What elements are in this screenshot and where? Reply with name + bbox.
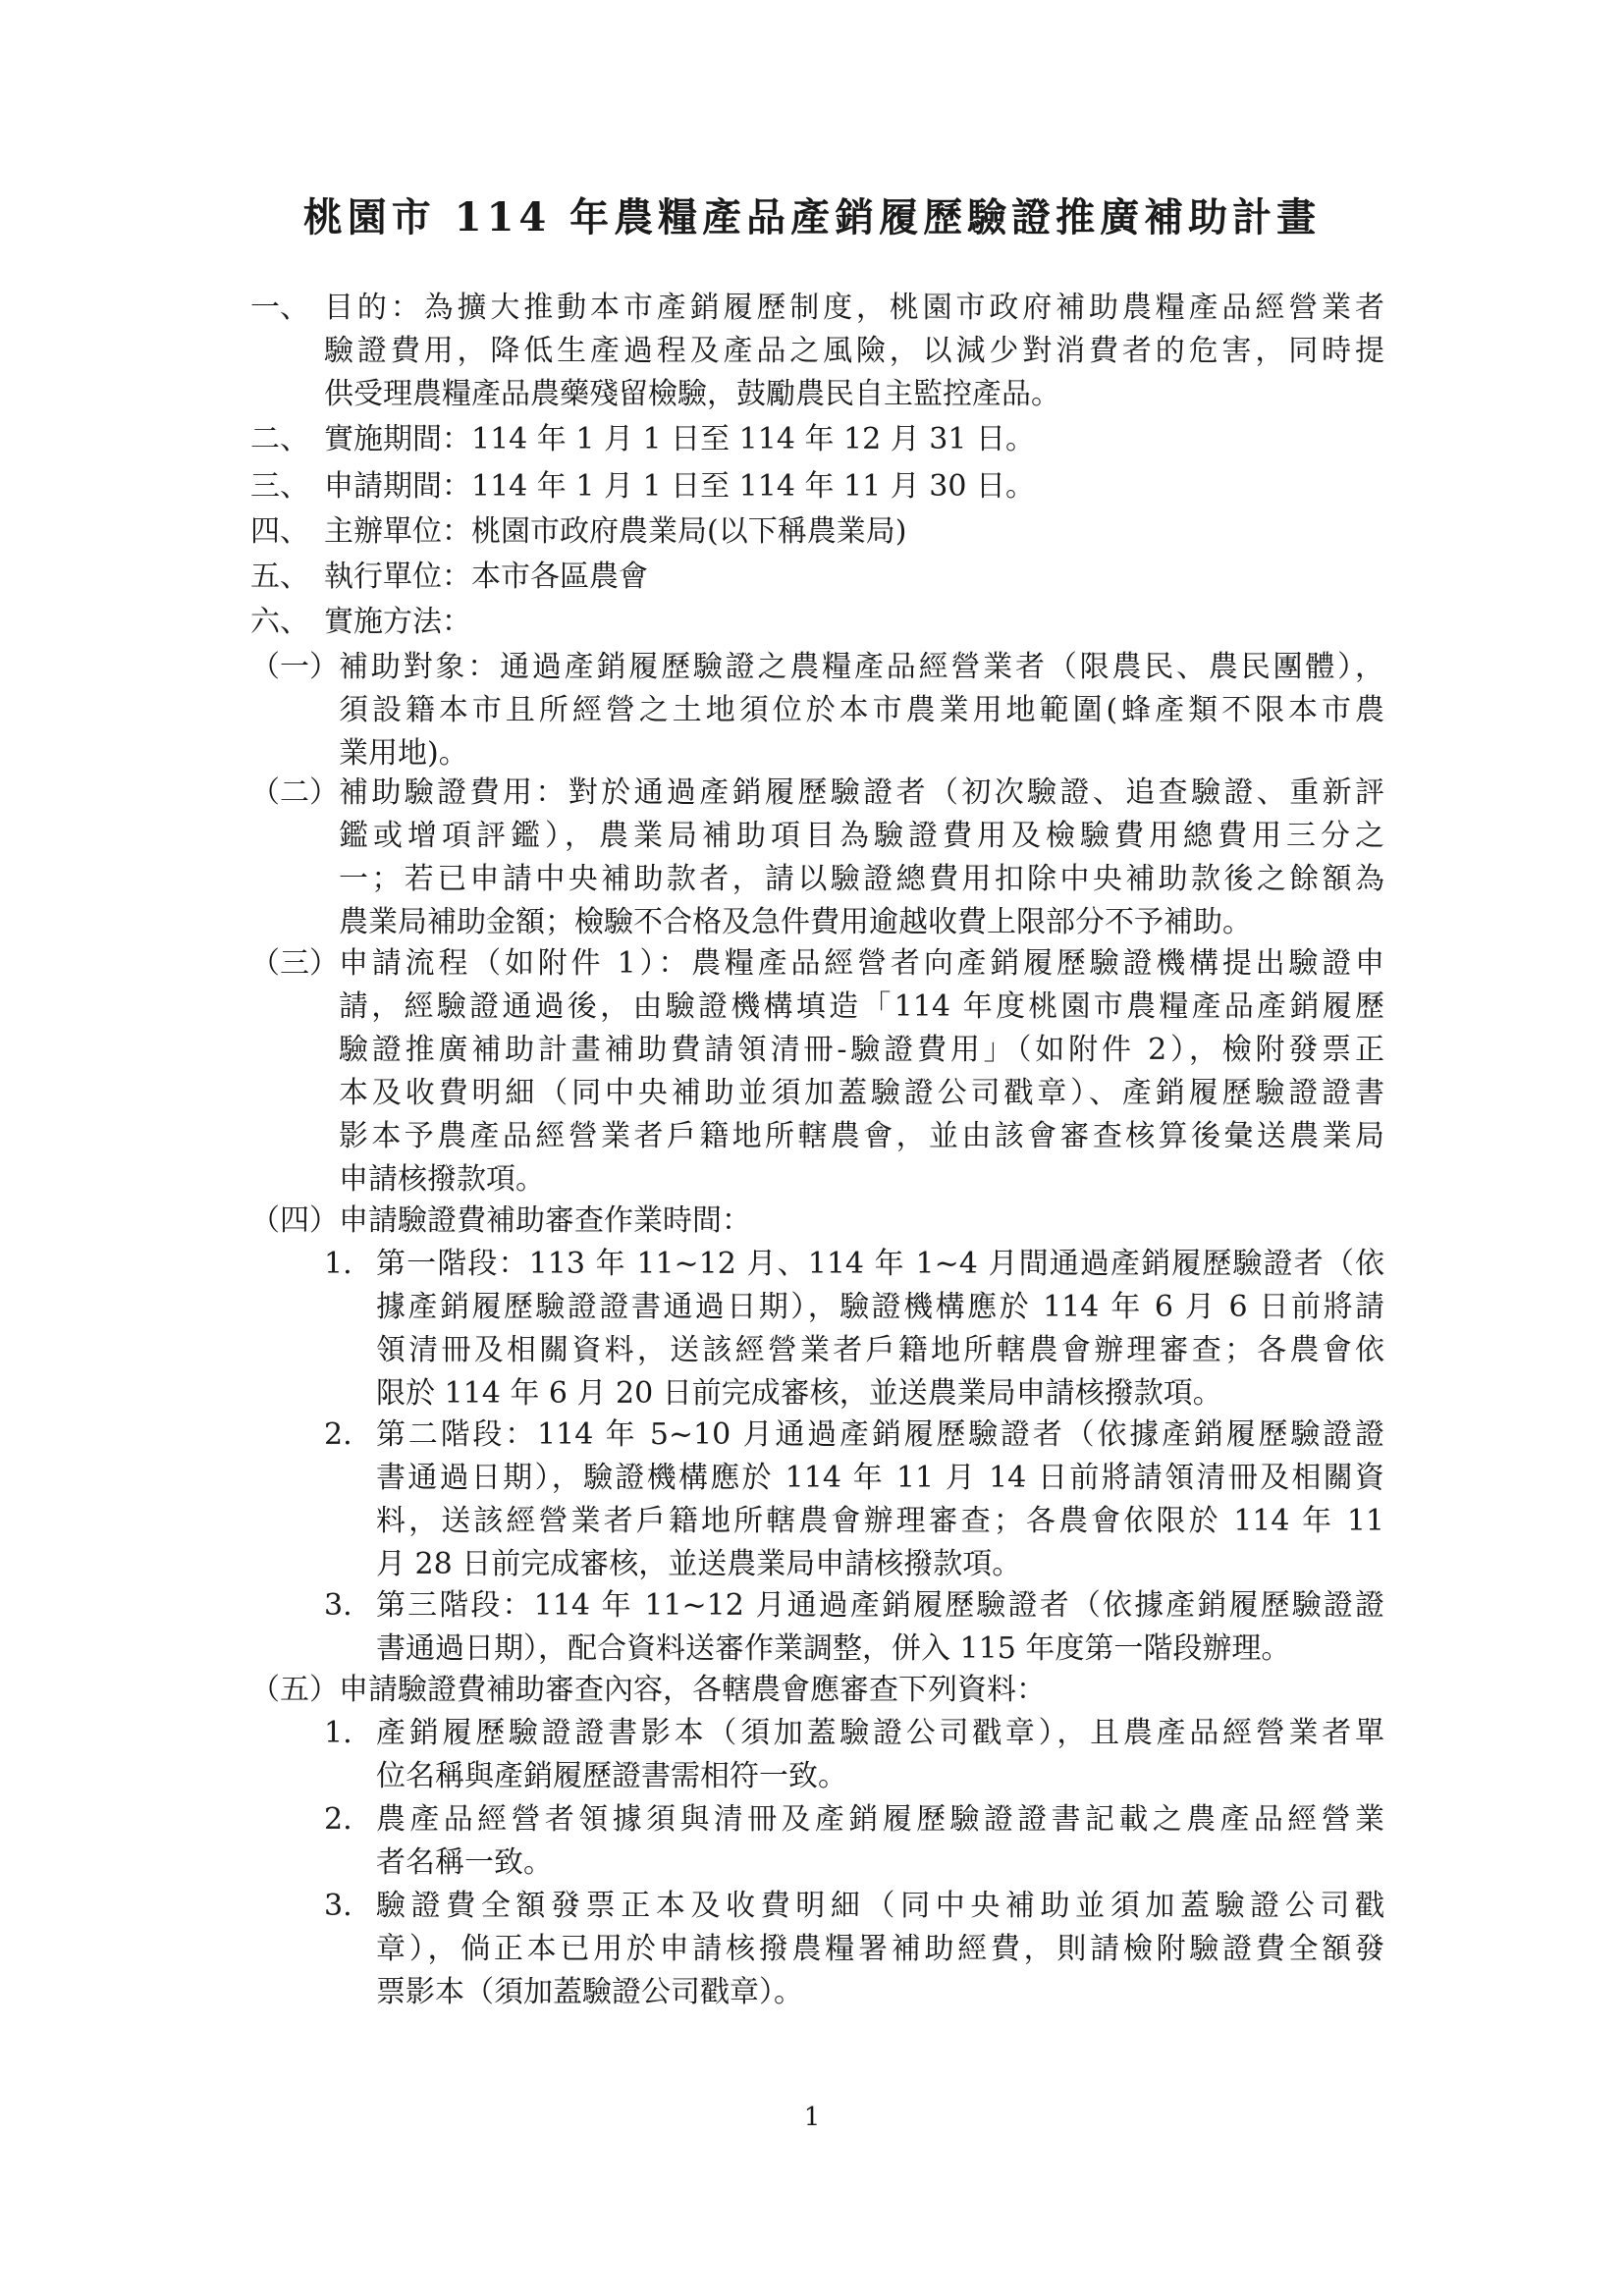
text-line: 領清冊及相關資料，送該經營業者戶籍地所轄農會辦理審查；各農會依: [376, 1333, 1384, 1367]
text-line: 申請驗證費補助審查內容，各轄農會應審查下列資料：: [339, 1673, 1046, 1707]
text-line: 書通過日期），驗證機構應於 114 年 11 月 14 日前將請領清冊及相關資: [376, 1461, 1384, 1495]
section-text: [324, 287, 1384, 416]
text-line: 農產品經營者領據須與清冊及產銷履歷驗證證書記載之農產品經營業: [376, 1802, 1384, 1837]
section-text: [376, 1243, 1384, 1415]
section-marker: 五、: [250, 560, 309, 594]
section-marker: 1.: [324, 1247, 352, 1281]
document-title: 桃園市 114 年農糧產品產銷履歷驗證推廣補助計畫: [302, 194, 1322, 240]
section-marker: 一、: [250, 291, 309, 325]
text-line: 第一階段：113 年 11~12 月、114 年 1~4 月間通過產銷履歷驗證者（依: [376, 1247, 1384, 1281]
text-line: 鑑或增項評鑑），農業局補助項目為驗證費用及檢驗費用總費用三分之: [339, 819, 1384, 853]
text-line: 實施期間：114 年 1 月 1 日至 114 年 12 月 31 日。: [324, 422, 1035, 456]
section-marker: 2.: [324, 1417, 352, 1452]
text-line: 補助對象：通過產銷履歷驗證之農糧產品經營業者（限農民、農民團體），: [339, 650, 1384, 684]
text-line: 業用地)。: [339, 736, 468, 771]
section-text: [376, 1584, 1384, 1671]
text-line: 申請流程（如附件 1）：農糧產品經營者向產銷履歷驗證機構提出驗證申: [339, 946, 1384, 981]
text-line: 影本予農產品經營業者戶籍地所轄農會，並由該會審查核算後彙送農業局: [339, 1119, 1384, 1153]
text-line: 者名稱一致。: [376, 1845, 553, 1880]
text-line: 一；若已申請中央補助款者，請以驗證總費用扣除中央補助款後之餘額為: [339, 862, 1384, 896]
text-line: 供受理農糧產品農藥殘留檢驗，鼓勵農民自主監控產品。: [324, 377, 1060, 411]
text-line: 實施方法：: [324, 605, 471, 639]
text-line: 主辦單位：桃園市政府農業局(以下稱農業局): [324, 514, 907, 549]
section-text: [324, 465, 1384, 508]
text-line: 產銷履歷驗證證書影本（須加蓋驗證公司戳章），且農產品經營業者單: [376, 1716, 1384, 1750]
section-text: [324, 418, 1384, 461]
section-text: [339, 1669, 1384, 1712]
section-marker: 3.: [324, 1889, 352, 1923]
text-line: 書通過日期），配合資料送審作業調整，併入 115 年度第一階段辦理。: [376, 1631, 1291, 1666]
text-line: 料，送該經營業者戶籍地所轄農會辦理審查；各農會依限於 114 年 11: [376, 1504, 1384, 1538]
section-text: [324, 510, 1384, 554]
section-marker: （四）: [250, 1203, 339, 1238]
section-text: [376, 1712, 1384, 1798]
text-line: 第三階段：114 年 11~12 月通過產銷履歷驗證者（依據產銷履歷驗證證: [376, 1588, 1384, 1623]
text-line: 票影本（須加蓋驗證公司戳章）。: [376, 1975, 803, 2009]
section-marker: 二、: [250, 422, 309, 456]
section-text: [324, 601, 1384, 644]
text-line: 農業局補助金額；檢驗不合格及急件費用逾越收費上限部分不予補助。: [339, 905, 1252, 939]
section-marker: 3.: [324, 1588, 352, 1623]
section-marker: （三）: [250, 946, 339, 981]
section-marker: （五）: [250, 1673, 339, 1707]
text-line: 申請期間：114 年 1 月 1 日至 114 年 11 月 30 日。: [324, 469, 1035, 504]
section-marker: （一）: [250, 650, 339, 684]
text-line: 請，經驗證通過後，由驗證機構填造「114 年度桃園市農糧產品產銷履歷: [339, 989, 1384, 1024]
section-marker: 2.: [324, 1802, 352, 1837]
section-marker: 六、: [250, 605, 309, 639]
text-line: 執行單位：本市各區農會: [324, 560, 648, 594]
text-line: 驗證費用，降低生產過程及產品之風險，以減少對消費者的危害，同時提: [324, 334, 1384, 368]
section-marker: （二）: [250, 775, 339, 810]
section-text: [376, 1798, 1384, 1885]
text-line: 第二階段：114 年 5~10 月通過產銷履歷驗證者（依據產銷履歷驗證證: [376, 1417, 1384, 1452]
text-line: 補助驗證費用：對於通過產銷履歷驗證者（初次驗證、追查驗證、重新評: [339, 775, 1384, 810]
text-line: 申請驗證費補助審查作業時間：: [339, 1203, 751, 1238]
text-line: 申請核撥款項。: [339, 1162, 545, 1197]
text-line: 據產銷履歷驗證證書通過日期），驗證機構應於 114 年 6 月 6 日前將請: [376, 1290, 1384, 1324]
section-marker: 1.: [324, 1716, 352, 1750]
text-line: 本及收費明細（同中央補助並須加蓋驗證公司戳章）、產銷履歷驗證證書: [339, 1076, 1384, 1110]
section-text: [376, 1414, 1384, 1586]
section-text: [324, 556, 1384, 599]
page-number: 1: [803, 2103, 821, 2132]
text-line: 驗證費全額發票正本及收費明細（同中央補助並須加蓋驗證公司戳: [376, 1889, 1384, 1923]
section-text: [339, 772, 1384, 944]
text-line: 限於 114 年 6 月 20 日前完成審核，並送農業局申請核撥款項。: [376, 1376, 1222, 1411]
text-line: 月 28 日前完成審核，並送農業局申請核撥款項。: [376, 1547, 1022, 1581]
text-line: 目的：為擴大推動本市產銷履歷制度，桃園市政府補助農糧產品經營業者: [324, 291, 1384, 325]
section-marker: 四、: [250, 514, 309, 549]
text-line: 須設籍本市且所經營之土地須位於本市農業用地範圍(蜂產類不限本市農: [339, 693, 1384, 727]
text-line: 位名稱與產銷履歷證書需相符一致。: [376, 1759, 847, 1793]
text-line: 驗證推廣補助計畫補助費請領清冊-驗證費用」（如附件 2），檢附發票正: [339, 1033, 1384, 1067]
section-text: [376, 1885, 1384, 2014]
section-text: [339, 942, 1384, 1201]
section-text: [339, 1200, 1384, 1243]
section-marker: 三、: [250, 469, 309, 504]
section-text: [339, 646, 1384, 775]
text-line: 章），倘正本已用於申請核撥農糧署補助經費，則請檢附驗證費全額發: [376, 1932, 1384, 1966]
